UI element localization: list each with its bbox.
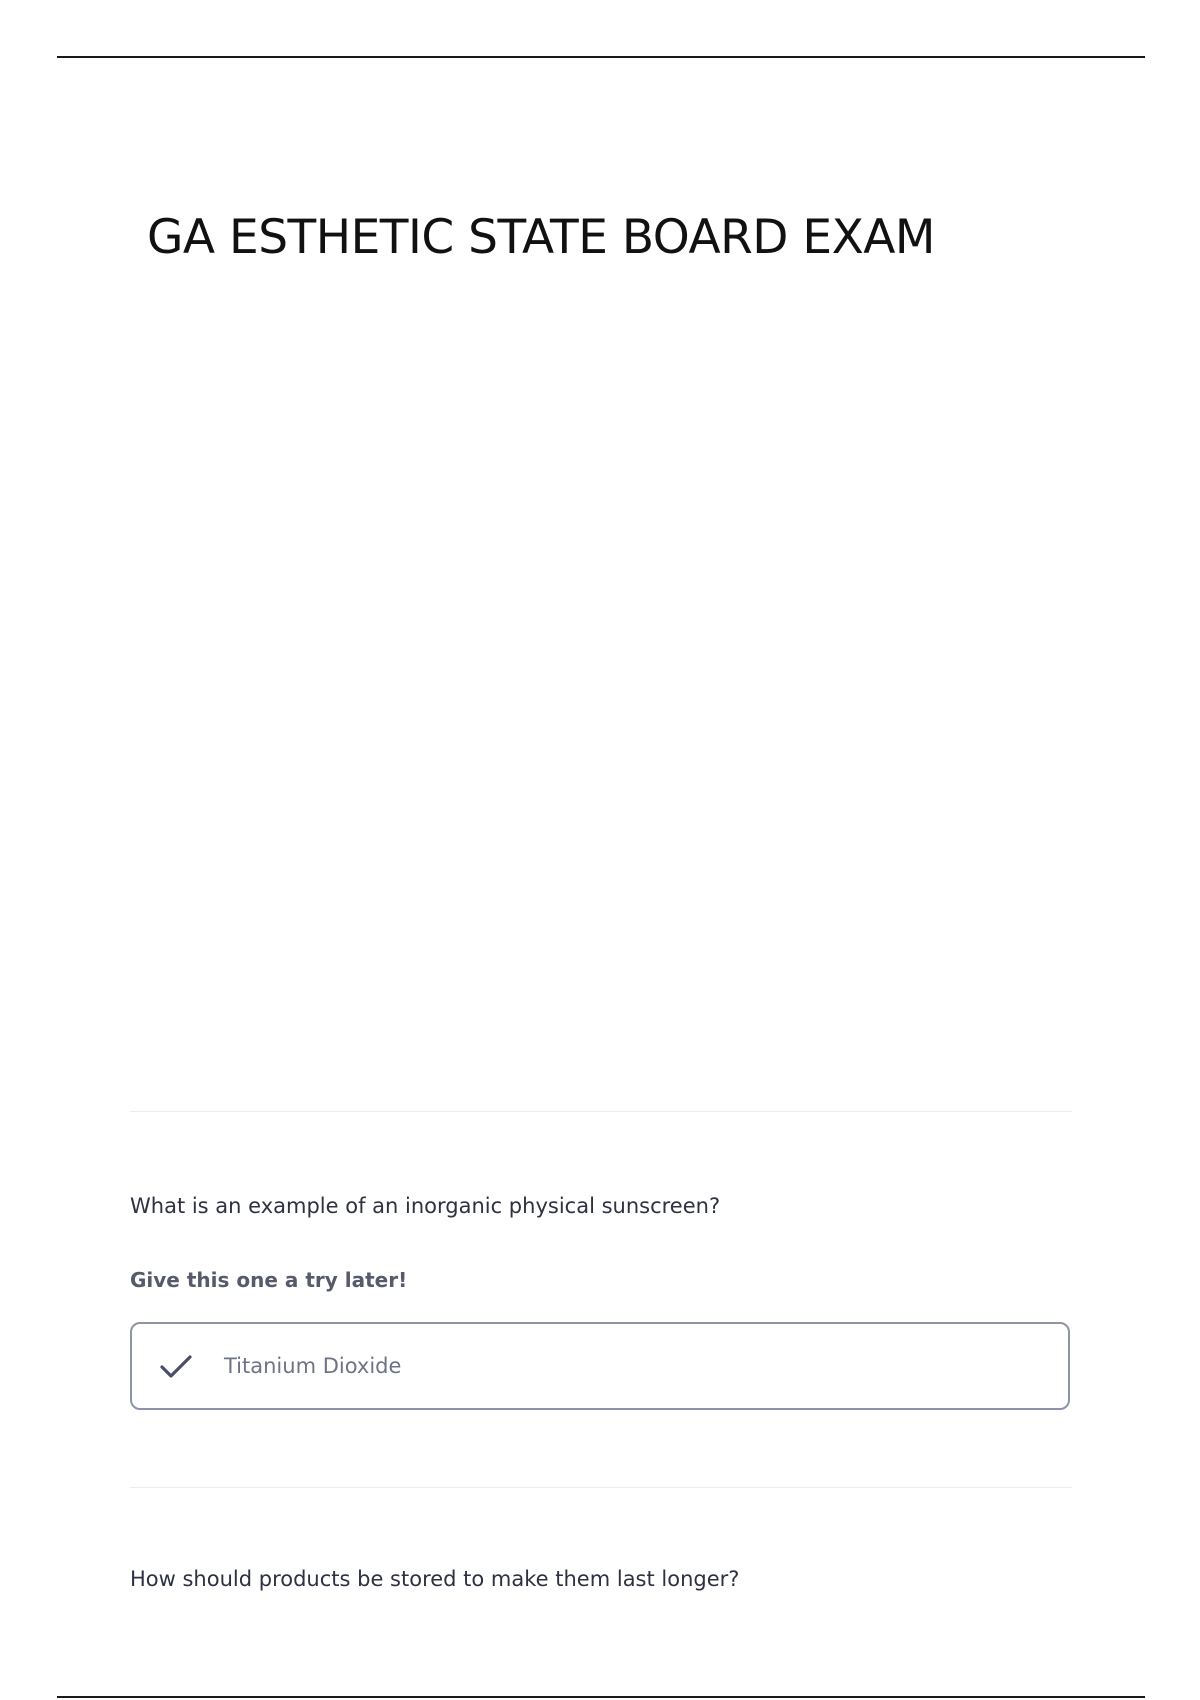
check-icon (159, 1352, 193, 1382)
section-divider (130, 1487, 1072, 1488)
try-later-hint: Give this one a try later! (130, 1268, 408, 1292)
answer-option[interactable] (130, 1322, 1070, 1410)
question-prompt: How should products be stored to make them last longer? (130, 1567, 740, 1591)
answer-text: Titanium Dioxide (224, 1354, 402, 1378)
document-title: GA ESTHETIC STATE BOARD EXAM (147, 210, 935, 265)
question-prompt: What is an example of an inorganic physical sunscreen? (130, 1194, 721, 1218)
section-divider (130, 1111, 1072, 1112)
bottom-rule (57, 1696, 1145, 1698)
top-rule (57, 56, 1145, 58)
